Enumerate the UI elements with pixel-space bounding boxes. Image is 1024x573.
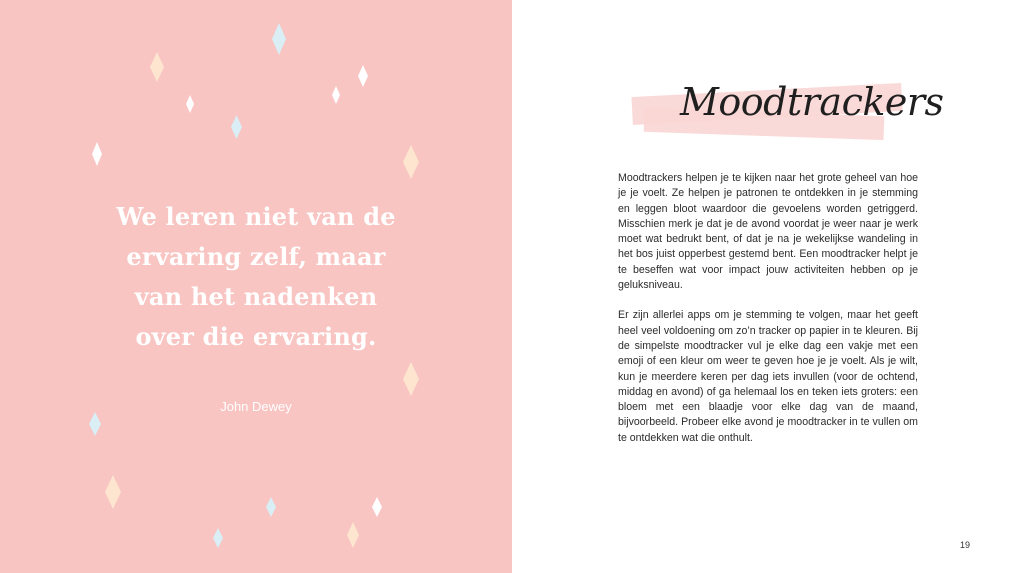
- page-title: Moodtrackers: [680, 80, 944, 124]
- diamond-decoration: [272, 23, 286, 55]
- diamond-decoration: [92, 142, 102, 166]
- title-block: [624, 62, 944, 162]
- quote-text: We leren niet van de ervaring zelf, maar van het nadenken over die ervaring.: [116, 202, 396, 351]
- diamond-decoration: [347, 522, 359, 548]
- diamond-decoration: [332, 86, 340, 104]
- body-text: [618, 171, 918, 461]
- diamond-decoration: [403, 362, 419, 396]
- paragraph: Er zijn allerlei apps om je stemming te volgen, maar het geeft heel veel voldoening om zo’n tracker op papier in te kleuren. Bij de simpelste moodtracker vul je elke dag een vakje met een emoji of een kleur om weer te geven hoe je je voelt. Als je wilt, kun je meerdere keren per dag iets invullen (voor de ochtend, middag en avond) of ga helemaal los en teken iets groters: een bloem met een blaadje voor elke dag van de maand, bijvoorbeeld. Probeer elke avond je moodtracker in te vullen om te ontdekken wat die onthult.: [618, 309, 918, 444]
- diamond-decoration: [231, 115, 242, 139]
- diamond-decoration: [186, 95, 194, 113]
- diamond-decoration: [105, 475, 121, 509]
- diamond-decoration: [372, 497, 382, 517]
- paragraph: Moodtrackers helpen je te kijken naar het grote geheel van hoe je je voelt. Ze helpen je patronen te ontdekken in je stemming en leggen bloot waardoor die gevoelens worden getriggerd. Misschien merk je dat je de avond voordat je weer naar je werk moet wat bedrukt bent, of dat je na je wekelijkse wandeling in het bos juist opperbest gestemd bent. Een moodtracker helpt je te beseffen wat voor impact jouw activiteiten hebben op je geluksniveau.: [618, 172, 918, 292]
- diamond-decoration: [266, 497, 276, 517]
- diamond-decoration: [403, 145, 419, 179]
- page-number: 19: [960, 540, 971, 550]
- quote-author: John Dewey: [220, 399, 292, 414]
- diamond-decoration: [150, 52, 164, 82]
- right-page: [512, 0, 1024, 573]
- diamond-decoration: [89, 412, 101, 436]
- diamond-decoration: [358, 65, 368, 87]
- diamond-decoration: [213, 528, 223, 548]
